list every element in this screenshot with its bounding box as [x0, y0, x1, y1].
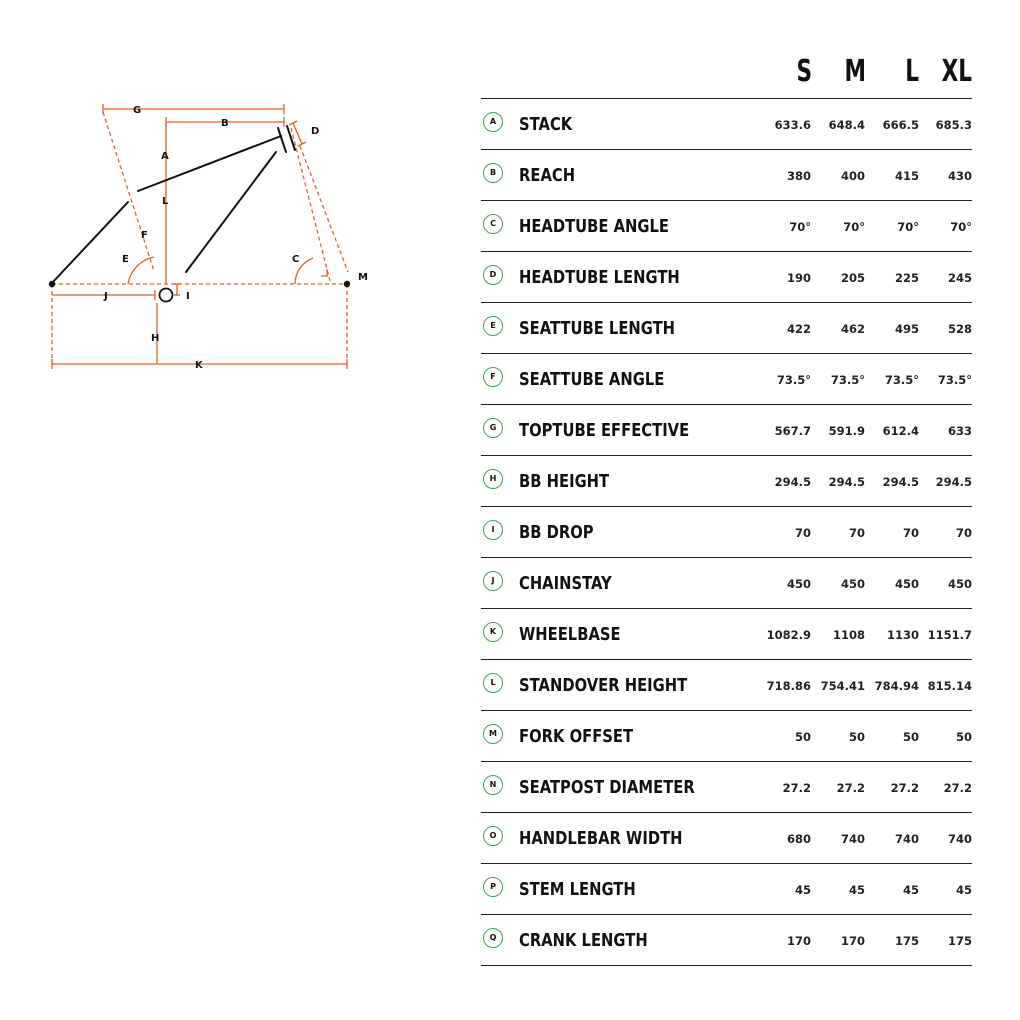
- row-value-xl: 740: [947, 832, 972, 846]
- row-value-l: 70: [902, 526, 919, 540]
- row-value-m: 45: [848, 883, 865, 897]
- row-value-s: 450: [786, 577, 811, 591]
- row-label: STACK: [519, 114, 573, 135]
- head-tube-front: [278, 128, 286, 152]
- diagram-label-g: G: [133, 105, 142, 116]
- row-value-m: 27.2: [836, 781, 865, 795]
- table-row: [481, 150, 972, 201]
- row-letter-badge: N: [483, 775, 503, 795]
- row-value-m: 294.5: [828, 475, 865, 489]
- diagram-label-e: E: [122, 254, 129, 265]
- row-value-s: 380: [786, 169, 811, 183]
- table-row: [481, 864, 972, 915]
- row-label: CHAINSTAY: [519, 573, 612, 594]
- row-letter-badge: K: [483, 622, 503, 642]
- row-letter-badge: L: [483, 673, 503, 693]
- row-label: SEATPOST DIAMETER: [519, 777, 695, 798]
- row-value-m: 70°: [843, 220, 865, 234]
- row-value-l: 27.2: [890, 781, 919, 795]
- diagram-letters: [103, 105, 368, 371]
- row-value-m: 170: [840, 934, 865, 948]
- row-value-s: 422: [786, 322, 811, 336]
- row-value-m: 648.4: [828, 118, 865, 132]
- diagram-label-a: A: [161, 151, 169, 162]
- table-row: [481, 252, 972, 303]
- diagram-label-d: D: [311, 126, 320, 137]
- row-value-l: 45: [902, 883, 919, 897]
- row-letter-badge: D: [483, 265, 503, 285]
- table-row: [481, 558, 972, 609]
- diagram-label-b: B: [221, 118, 229, 129]
- row-label: HEADTUBE ANGLE: [519, 216, 670, 237]
- row-value-xl: 45: [955, 883, 972, 897]
- down-tube: [186, 152, 276, 272]
- row-value-l: 50: [902, 730, 919, 744]
- row-value-xl: 73.5°: [937, 373, 972, 387]
- row-value-l: 450: [894, 577, 919, 591]
- size-header-xl: XL: [941, 54, 972, 89]
- row-value-l: 1130: [886, 628, 919, 642]
- diagram-label-c: C: [292, 254, 300, 265]
- row-value-xl: 70°: [950, 220, 972, 234]
- row-label: SEATTUBE ANGLE: [519, 369, 665, 390]
- size-header-m: M: [844, 54, 866, 89]
- row-label: REACH: [519, 165, 576, 186]
- row-value-m: 1108: [832, 628, 865, 642]
- diagram-label-l: L: [162, 196, 169, 207]
- row-value-xl: 294.5: [935, 475, 972, 489]
- row-label: SEATTUBE LENGTH: [519, 318, 676, 339]
- row-value-l: 415: [894, 169, 919, 183]
- diagram-label-h: H: [151, 333, 160, 344]
- bottom-bracket: [160, 289, 173, 302]
- dashed-reference-lines: [52, 112, 348, 364]
- row-value-l: 666.5: [882, 118, 919, 132]
- table-row: [481, 711, 972, 762]
- row-value-m: 70: [848, 526, 865, 540]
- fork-offset-line: [300, 146, 348, 272]
- diagram-label-j: J: [104, 291, 108, 302]
- row-value-m: 462: [840, 322, 865, 336]
- row-value-l: 175: [894, 934, 919, 948]
- table-row: [481, 303, 972, 354]
- row-letter-badge: C: [483, 214, 503, 234]
- row-letter-badge: H: [483, 469, 503, 489]
- row-value-s: 73.5°: [776, 373, 811, 387]
- row-value-xl: 450: [947, 577, 972, 591]
- row-value-s: 27.2: [782, 781, 811, 795]
- row-value-s: 190: [786, 271, 811, 285]
- row-value-xl: 50: [955, 730, 972, 744]
- row-letter-badge: I: [483, 520, 503, 540]
- table-row: [481, 456, 972, 507]
- diagram-label-k: K: [195, 360, 203, 371]
- row-value-l: 225: [894, 271, 919, 285]
- row-value-s: 294.5: [774, 475, 811, 489]
- row-value-m: 73.5°: [830, 373, 865, 387]
- row-label: FORK OFFSET: [519, 726, 634, 747]
- geometry-table: [481, 98, 972, 966]
- row-label: TOPTUBE EFFECTIVE: [519, 420, 690, 441]
- table-row: [481, 660, 972, 711]
- row-letter-badge: A: [483, 112, 503, 132]
- row-label: STANDOVER HEIGHT: [519, 675, 688, 696]
- table-row: [481, 609, 972, 660]
- table-row: [481, 507, 972, 558]
- row-label: BB DROP: [519, 522, 594, 543]
- row-value-m: 50: [848, 730, 865, 744]
- row-value-l: 70°: [897, 220, 919, 234]
- row-value-xl: 430: [947, 169, 972, 183]
- row-letter-badge: P: [483, 877, 503, 897]
- seat-tube-seg-top: [126, 176, 127, 177]
- front-axle-dot: [344, 281, 350, 287]
- top-tube: [138, 136, 281, 191]
- table-row: [481, 99, 972, 150]
- diagram-label-m: M: [358, 272, 368, 283]
- row-value-l: 73.5°: [884, 373, 919, 387]
- row-value-s: 70°: [789, 220, 811, 234]
- row-value-s: 633.6: [774, 118, 811, 132]
- row-label: CRANK LENGTH: [519, 930, 648, 951]
- row-value-s: 70: [794, 526, 811, 540]
- row-value-s: 50: [794, 730, 811, 744]
- frame-geometry-diagram: [0, 0, 480, 420]
- row-value-l: 740: [894, 832, 919, 846]
- row-letter-badge: F: [483, 367, 503, 387]
- row-letter-badge: J: [483, 571, 503, 591]
- row-value-m: 205: [840, 271, 865, 285]
- size-header-row: [760, 52, 972, 92]
- frame-tubes: [52, 126, 295, 283]
- row-value-s: 718.86: [766, 679, 811, 693]
- row-value-m: 754.41: [820, 679, 865, 693]
- table-row: [481, 915, 972, 966]
- row-value-s: 1082.9: [766, 628, 811, 642]
- row-value-l: 294.5: [882, 475, 919, 489]
- row-value-m: 400: [840, 169, 865, 183]
- row-label: WHEELBASE: [519, 624, 621, 645]
- size-header-s: S: [796, 54, 812, 89]
- row-value-l: 612.4: [882, 424, 919, 438]
- row-value-s: 170: [786, 934, 811, 948]
- table-row: [481, 813, 972, 864]
- row-value-xl: 27.2: [943, 781, 972, 795]
- seat-stay: [52, 202, 128, 283]
- table-row: [481, 405, 972, 456]
- row-label: STEM LENGTH: [519, 879, 636, 900]
- row-value-s: 567.7: [774, 424, 811, 438]
- row-letter-badge: G: [483, 418, 503, 438]
- row-value-xl: 815.14: [927, 679, 972, 693]
- row-letter-badge: B: [483, 163, 503, 183]
- row-label: BB HEIGHT: [519, 471, 610, 492]
- row-value-s: 45: [794, 883, 811, 897]
- row-value-l: 495: [894, 322, 919, 336]
- row-letter-badge: E: [483, 316, 503, 336]
- row-value-xl: 1151.7: [927, 628, 972, 642]
- row-value-s: 680: [786, 832, 811, 846]
- diagram-label-i: I: [186, 291, 190, 302]
- row-value-xl: 175: [947, 934, 972, 948]
- row-value-xl: 70: [955, 526, 972, 540]
- row-value-m: 740: [840, 832, 865, 846]
- dim-d-line: [293, 123, 302, 144]
- diagram-label-f: F: [141, 230, 148, 241]
- table-row: [481, 762, 972, 813]
- row-value-xl: 245: [947, 271, 972, 285]
- table-row: [481, 354, 972, 405]
- row-value-l: 784.94: [874, 679, 919, 693]
- angle-e-arc: [128, 257, 154, 284]
- row-letter-badge: Q: [483, 928, 503, 948]
- seat-axis-line: [103, 112, 154, 271]
- row-value-m: 450: [840, 577, 865, 591]
- rear-axle-dot: [49, 281, 55, 287]
- row-value-m: 591.9: [828, 424, 865, 438]
- row-label: HANDLEBAR WIDTH: [519, 828, 683, 849]
- size-header-l: L: [905, 54, 919, 89]
- row-letter-badge: O: [483, 826, 503, 846]
- row-value-xl: 528: [947, 322, 972, 336]
- row-letter-badge: M: [483, 724, 503, 744]
- row-value-xl: 685.3: [935, 118, 972, 132]
- table-row: [481, 201, 972, 252]
- row-value-xl: 633: [947, 424, 972, 438]
- row-label: HEADTUBE LENGTH: [519, 267, 680, 288]
